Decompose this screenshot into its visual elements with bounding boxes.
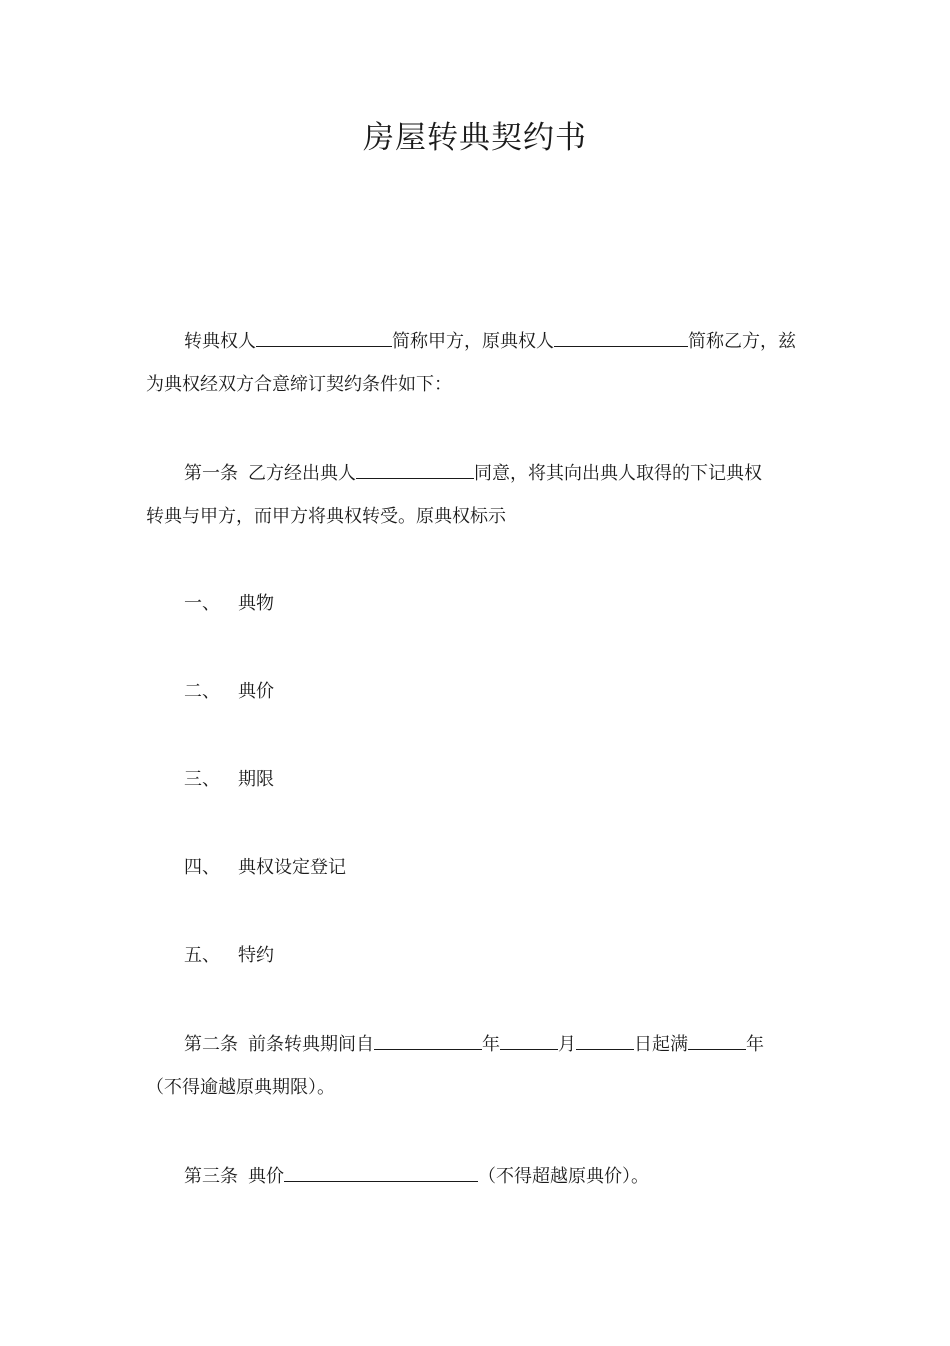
item-number: 五、 [184, 945, 220, 966]
transferee-blank [256, 328, 392, 347]
price-blank [284, 1163, 478, 1182]
article2-text-a: 前条转典期间自 [248, 1034, 374, 1055]
month-label: 月 [558, 1034, 576, 1055]
article2-line-1 [184, 1031, 854, 1058]
intro-line-2: 为典权经双方合意缔订契约条件如下： [146, 374, 452, 395]
item-text: 典物 [238, 593, 274, 614]
item-number: 三、 [184, 769, 220, 790]
duration-years-blank [688, 1031, 746, 1050]
list-item [184, 591, 854, 617]
list-item [184, 855, 854, 881]
start-month-blank [500, 1031, 558, 1050]
start-day-blank [576, 1031, 634, 1050]
article3-text-b: （不得超越原典价）。 [478, 1166, 649, 1187]
list-item [184, 679, 854, 705]
item-number: 一、 [184, 593, 220, 614]
document-title: 房屋转典契约书 [363, 120, 587, 156]
article2-line-2: （不得逾越原典期限）。 [146, 1077, 335, 1098]
intro-text-b: 简称乙方，兹 [688, 331, 796, 352]
start-year-blank [374, 1031, 482, 1050]
year-label: 年 [482, 1034, 500, 1055]
intro-label-a: 转典权人 [184, 331, 256, 352]
list-item [184, 943, 854, 969]
article3-line-1 [184, 1163, 854, 1190]
article1-text-b: 同意，将其向出典人取得的下记典权 [474, 463, 762, 484]
article2-label: 第二条 [184, 1034, 238, 1055]
year2-label: 年 [746, 1034, 764, 1055]
item-text: 特约 [238, 945, 274, 966]
article3-label: 第三条 [184, 1166, 238, 1187]
intro-line-1 [184, 328, 854, 355]
article1-label: 第一条 [184, 463, 238, 484]
mortgagor-blank [356, 460, 474, 479]
item-text: 典价 [238, 681, 274, 702]
item-number: 二、 [184, 681, 220, 702]
item-text: 典权设定登记 [238, 857, 346, 878]
article1-line-1 [184, 460, 854, 487]
item-text: 期限 [238, 769, 274, 790]
intro-text-a: 简称甲方，原典权人 [392, 331, 554, 352]
item-number: 四、 [184, 857, 220, 878]
day-from-label: 日起满 [634, 1034, 688, 1055]
article1-text-a: 乙方经出典人 [248, 463, 356, 484]
article3-text-a: 典价 [248, 1166, 284, 1187]
article1-line-2: 转典与甲方，而甲方将典权转受。原典权标示 [146, 506, 506, 527]
original-holder-blank [554, 328, 688, 347]
list-item [184, 767, 854, 793]
